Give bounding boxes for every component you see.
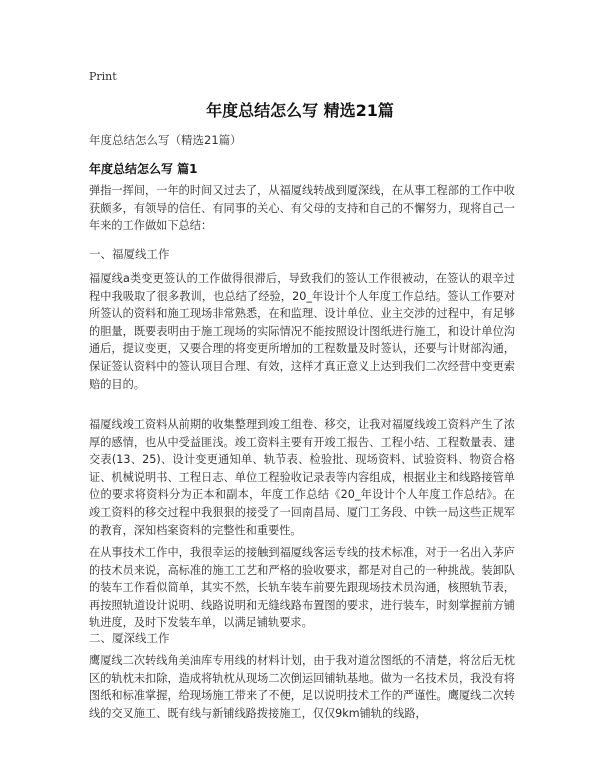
- section-heading-fuxia: 一、福厦线工作: [89, 247, 170, 261]
- page-title: 年度总结怎么写 精选21篇: [206, 101, 394, 120]
- page-subtitle: 年度总结怎么写（精选21篇）: [89, 133, 242, 147]
- fuxia-paragraph-3: 在从事技术工作中，我很幸运的接触到福厦线客运专线的技术标准，对于一名出入茅庐的技术员来说，高标准的施工工艺和严格的验收要求，都是对自己的一种挑战。装卸队的装车工作看似简单，其实不然，长轨车装车前要先跟现场技术员沟通，核照轨节表，再按照轨道设计说明、线路说明和无缝线路布置图的要求，进行装车，时刻掌握前方铺轨进度，及时下发装车单，以满足铺轨要求。: [89, 546, 515, 630]
- intro-paragraph: 弹指一挥间，一年的时间又过去了，从福厦线转战到厦深线，在从事工程部的工作中收获颇多，有领导的信任、有同事的关心、有父母的支持和自己的不懈努力，现将自己一年来的工作做如下总结：: [89, 184, 515, 233]
- fuxia-paragraph-2: 福厦线竣工资料从前期的收集整理到竣工组卷、移交，让我对福厦线竣工资料产生了浓厚的感情，也从中受益匪浅。竣工资料主要有开竣工报告、工程小结、工程数量表、建交表(13、25)、设计变更通知单、轨节表、检验批、现场资料、试验资料、物资合格证、机械说明书、工程日志、单位工程验收记录表等内容组成，根据业主和线路接管单位的要求将资料分为正本和副本，年度工作总结《20_年设计个人年度工作总结》。在竣工资料的移交过程中我狠狠的接受了一回南昌局、厦门工务段、中铁一局这些正规军的教育，深知档案资料的完整性和重要性。: [89, 418, 515, 537]
- article-heading: 年度总结怎么写 篇1: [89, 162, 198, 176]
- xiashen-paragraph-1: 鹰厦线二次转线角美油库专用线的材料计划，由于我对道岔图纸的不清楚，将岔后无枕区的轨枕未扣除，造成将轨枕从现场二次倒运回铺轨基地。做为一名技术员，我没有将图纸和标准掌握，给现场施工带来了不便，足以说明技术工作的严谨性。鹰厦线二次转线的交叉施工、既有线与新铺线路拨接施工，仅仅9km铺轨的线路，: [89, 654, 515, 720]
- fuxia-paragraph-1: 福厦线a类变更签认的工作做得很滞后，导致我们的签认工作很被动，在签认的艰辛过程中我吸取了很多教训，也总结了经验，20_年设计个人年度工作总结。签认工作要对所签认的资料和施工现场非常熟悉，在和监理、设计单位、业主交涉的过程中，有足够的胆量，既要表明由于施工现场的实际情况不能按照设计图纸进行施工，和设计单位沟通后，提议变更，又要合理的将变更所增加的工程数量及时签认，还要与计财部沟通，保证签认资料中的签认项目合理、有效，这样才真正意义上达到我们二次经营中变更索赔的目的。: [89, 272, 515, 391]
- print-label[interactable]: Print: [89, 70, 117, 83]
- section-heading-xiashen: 二、厦深线工作: [89, 631, 170, 645]
